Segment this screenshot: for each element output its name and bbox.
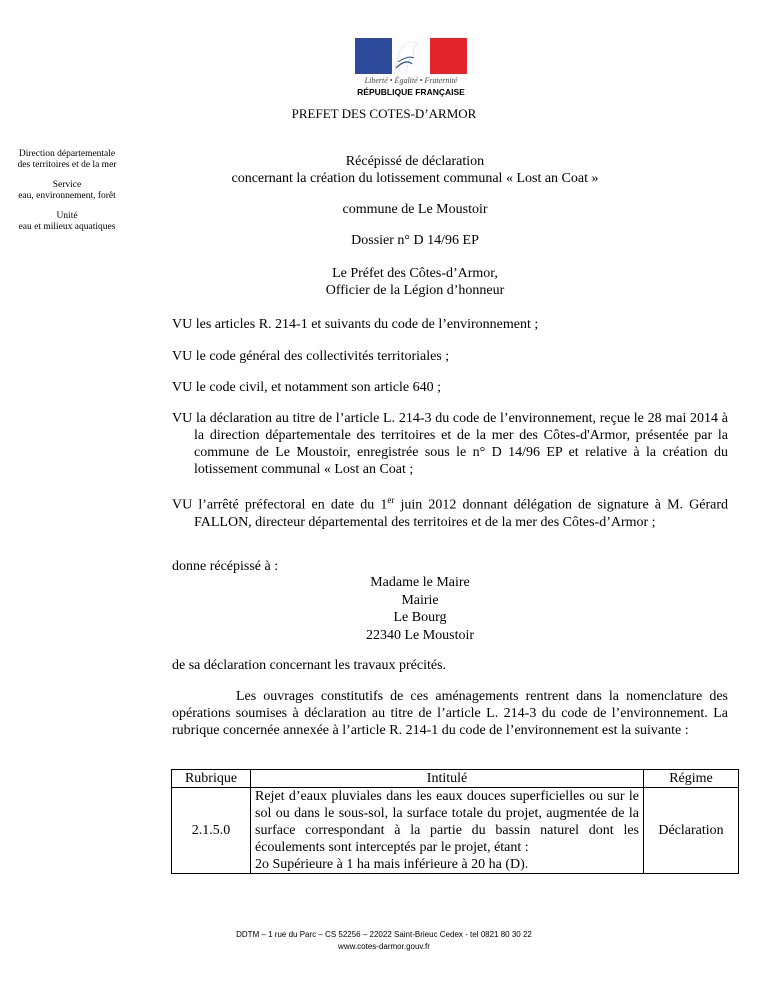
table-row	[172, 788, 739, 874]
table-header: Intitulé	[251, 770, 644, 788]
intitule-cell: Rejet d’eaux pluviales dans les eaux douces superficielles ou sur le sol ou dans le sous-sol, la surface totale du projet, augmentée de la surface correspondant à la partie du bassin naturel dont les écoulements sont interceptés par le projet, étant : 2o Supérieure à 1 ha mais inférieure à 20 ha (D).	[251, 788, 644, 874]
vu-articles: VU les articles R. 214-1 et suivants du code de l’environnement ;	[172, 317, 539, 332]
prefet-title: Le Préfet des Côtes-d’Armor, Officier de la Légion d’honneur	[325, 266, 505, 298]
recipient-outro: de sa déclaration concernant les travaux précités.	[172, 658, 447, 673]
logo-motto: Liberté • Égalité • Fraternité	[364, 76, 458, 85]
marianne-flag-icon	[355, 38, 467, 74]
dossier-number: Dossier n° D 14/96 EP	[351, 233, 479, 248]
sidebar-unite: Unité eau et milieux aquatiques	[18, 211, 116, 232]
page-footer: DDTM – 1 rue du Parc – CS 52256 – 22022 Saint-Brieuc Cedex - tel 0821 80 30 22 www.cotes-darmor.gouv.fr	[236, 930, 532, 951]
recipient-intro: donne récépissé à :	[172, 559, 279, 574]
logo-republique: RÉPUBLIQUE FRANÇAISE	[357, 87, 465, 97]
republique-francaise-logo	[355, 38, 467, 102]
commune-line: commune de Le Moustoir	[342, 202, 488, 217]
document-title: Récépissé de déclaration concernant la création du lotissement communal « Lost an Coat »	[231, 154, 599, 186]
prefet-heading: PREFET DES COTES-D’ARMOR	[291, 106, 477, 121]
table-header-row	[172, 770, 739, 788]
table-header: Régime	[644, 770, 739, 788]
vu-declaration: VU la déclaration au titre de l’article L. 214-3 du code de l’environnement, reçue le 28 mai 2014 à la direction départementale des territoires et de la mer des Côtes-d'Armor, présentée par la commune de Le Moustoir, enregistrée sous le n° D 14/96 EP et relative à la création du lotissement communal « Lost an Coat ;	[172, 411, 728, 477]
sidebar-direction: Direction départementale des territoires et de la mer	[17, 149, 117, 170]
table-header: Rubrique	[172, 770, 251, 788]
recipient-address: Madame le Maire Mairie Le Bourg 22340 Le Moustoir	[365, 575, 475, 643]
rubrique-cell: 2.1.5.0	[172, 788, 251, 874]
vu-code-collectivites: VU le code général des collectivités territoriales ;	[172, 349, 450, 364]
vu-code-civil: VU le code civil, et notamment son article 640 ;	[172, 380, 442, 395]
regime-cell: Déclaration	[644, 788, 739, 874]
nomenclature-paragraph: Les ouvrages constitutifs de ces aménagements rentrent dans la nomenclature des opérations soumises à déclaration au titre de l’article L. 214-3 du code de l’environnement. La rubrique concernée annexée à l’article R. 214-1 du code de l’environnement est la suivante :	[172, 689, 728, 738]
sidebar-service: Service eau, environnement, forêt	[18, 180, 116, 201]
vu-arrete: VU l’arrêté préfectoral en date du 1er juin 2012 donnant délégation de signature à M. Gérard FALLON, directeur départemental des territoires et de la mer des Côtes-d’Armor ;	[172, 495, 729, 530]
rubrique-table	[171, 769, 739, 874]
